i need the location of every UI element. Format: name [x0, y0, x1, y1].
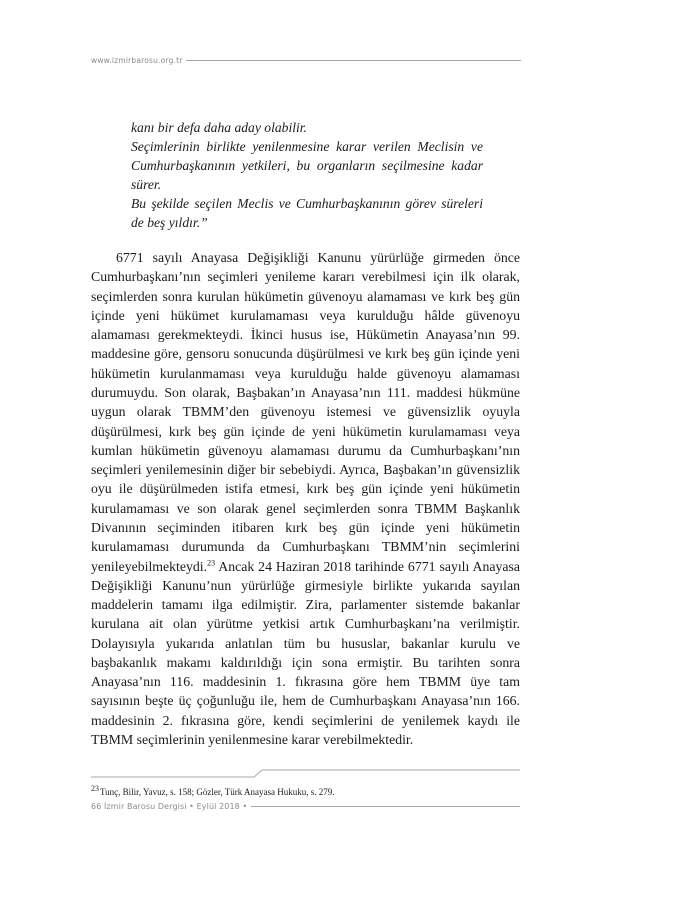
body-text	[91, 248, 520, 749]
footnote-number: 23	[91, 784, 99, 793]
body-paragraph-part: Ancak 24 Haziran 2018 tarihinde 6771 sayılı Anayasa Değişikliği Kanunu’nun yürürlüğe girmesiyle birlikte yukarıda sayılan maddelerin tamamı ilga edilmiştir. Zira, parlamenter sistemde bakanlar kurulana ait olan yürütme yetkisi artık Cumhurbaşkanı’na verilmiştir. Dolayısıyla yukarıda anlatılan tüm bu hususlar, bakanlar kurulu ve başbakanlık makamı kaldırıldığı için sona ermiştir. Bu tarihten sonra Anayasa’nın 116. maddesinin 1. fıkrasına göre hem TBMM üye tam sayısının beşte üç çoğunluğu ile, hem de Cumhurbaşkanı Anayasa’nın 166. maddesinin 2. fıkrasına göre, kendi seçimlerini de yenilemek kaydı ile TBMM seçimlerinin yenilenmesine karar verebilmektedir.	[91, 558, 520, 748]
quote-line: Bu şekilde seçilen Meclis ve Cumhurbaşkanının görev süreleri de beş yıldır.”	[131, 196, 483, 231]
footer-rule	[251, 806, 520, 807]
block-quote	[131, 118, 483, 233]
header-url: www.izmirbarosu.org.tr	[91, 55, 183, 65]
page-footer	[91, 800, 520, 812]
footnote-text: Tunç, Bilir, Yavuz, s. 158; Gözler, Türk Anayasa Hukuku, s. 279.	[100, 787, 335, 797]
footnote-reference[interactable]: 23	[207, 557, 216, 567]
body-paragraph-part: 6771 sayılı Anayasa Değişikliği Kanunu yürürlüğe girmeden önce Cumhurbaşkanı’nın seçimleri yenileme kararı verebilmesi için ilk olarak, seçimlerden sonra kurulan hükümetin güvenoyu alamaması ve kırk beş gün içinde yeni hükümet kurulamaması veya kurulduğu hâlde güvenoyu alamaması gerekmekteydi. İkinci husus ise, Hükümetin Anayasa’nın 99. maddesine göre, gensoru sonucunda düşürülmesi ve kırk beş gün içinde yeni hükümetin kurulanmaması veya kurulduğu halde güvenoyu alamaması durumuydu. Son olarak, Başbakan’ın Anayasa’nın 111. maddesi hükmüne uygun olarak TBMM’den güvenoyu istemesi ve güvensizlik oyuyla düşürülmesi, kırk beş gün içinde de yeni hükümetin kurulamaması veya kumlan hükümetin güvenoyu alamaması durumu da Cumhurbaşkanı’nın seçimleri yenilemesinin diğer bir sebebiydi. Ayrıca, Başbakan’ın güvensizlik oyu ile düşürülmeden istifa etmesi, kırk beş gün içinde yeni hükümetin kurulamaması ve son olarak genel seçimlerden sonra TBMM Başkanlık Divanının seçiminden itibaren kırk beş gün içinde yeni hükümetin kurulamaması durumunda da Cumhurbaşkanı TBMM’nin seçimlerini yenileyebilmekteydi.	[91, 250, 520, 574]
footnote	[91, 786, 520, 798]
quote-line: kanı bir defa daha aday olabilir.	[131, 120, 307, 135]
page-header	[91, 54, 521, 66]
footnote-separator	[91, 769, 520, 779]
quote-line: Seçimlerinin birlikte yenilenmesine karar verilen Meclisin ve Cumhurbaşkanının yetkileri, bu organların seçilmesine kadar sürer.	[131, 139, 483, 193]
header-rule	[186, 60, 521, 61]
footer-text: 66 İzmir Barosu Dergisi • Eylül 2018 •	[91, 801, 248, 811]
body-paragraph	[91, 248, 520, 749]
